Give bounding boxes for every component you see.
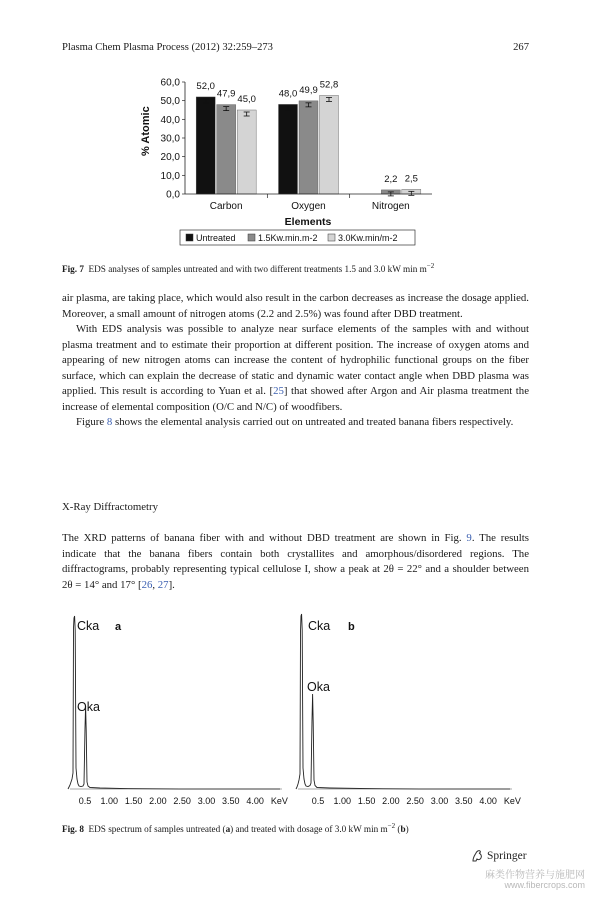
publisher-logo [470,849,527,863]
paragraph-2-text-b: ] that showed after Argon and Air plasma treatment the increase of elemental composition (O/C and N/C) of woodfibers. [62,385,529,413]
y-tick-label: 60,0 [160,77,180,89]
body-paragraphs [62,291,529,431]
data-label: 45,0 [237,94,256,105]
fig8-caption-exponent: −2 [387,822,396,830]
energy-tick-label: 0.5 [78,796,92,806]
panel-a-peak-c-label: Cka [77,619,100,633]
y-axis-title: % Atomic [140,106,152,156]
energy-tick-label: 4.00 [246,796,264,806]
fig8-caption-b: b [400,824,406,835]
y-tick-label: 40,0 [160,114,180,126]
energy-tick-label: 0.5 [311,796,325,806]
data-label: 47,9 [216,88,236,100]
legend-swatch [186,234,193,241]
data-label: 2,2 [384,173,398,185]
legend [180,230,415,245]
bar-carbon-series-1 [196,97,215,194]
energy-tick-label: 3.50 [455,796,473,806]
energy-tick-label: 2.00 [382,796,400,806]
bar-carbon-series-3 [237,110,256,194]
figure-8-link[interactable]: 8 [106,416,113,428]
fig8-caption-text-2: ) and treated with dosage of 3.0 kW min m [230,824,388,835]
watermark-chinese: 麻类作物营养与施肥网 [485,870,585,881]
energy-tick-label: KeV [503,796,521,806]
x-axis-title: Elements [284,216,332,228]
fig7-caption-exponent: −2 [426,262,435,270]
data-label: 49,9 [299,84,318,96]
paragraph-3-text-a: Figure [76,416,107,428]
spectrum-trace-b [296,614,510,789]
data-label: 52,0 [196,80,215,92]
energy-tick-label: 3.50 [222,796,240,806]
energy-tick-label: 1.00 [100,796,119,806]
watermark-url: www.fibercrops.com [504,880,585,890]
spectrum-panel-b [296,614,521,806]
energy-tick-label: 1.50 [357,796,376,806]
legend-label: Untreated [196,233,236,243]
xrd-paragraph [62,531,529,593]
paragraph-3-text-b: shows the elemental analysis carried out on untreated and treated banana fibers respectively. [112,416,514,428]
citation-link-26[interactable]: 26 [141,578,153,591]
energy-tick-label: 2.50 [406,796,424,806]
energy-tick-label: 2.50 [173,796,191,806]
paragraph-2-text-a: With EDS analysis was possible to analyze near surface elements of the samples with and without plasma treatment and to estimate their proportion at different position. The increase of oxygen atoms and appearing of new nitrogen atoms can increase the content of hydrophilic functional groups on the fiber surface, which can explain the decrease of static and dynamic water contact angle when DBD plasma was applied. This result is according to Yuan et al. [ [62,323,529,397]
paragraph-1: air plasma, are taking place, which would also result in the carbon decreases as increase the dosage applied. Moreover, a small amount of nitrogen atoms (2.2 and 2.5%) was found after DBD treatment. [62,292,529,320]
page-number: 267 [513,42,529,53]
panel-b-peak-c-label: Cka [308,619,331,633]
fig7-caption-label: Fig. 7 [62,264,84,275]
panel-a-letter: a [115,621,122,633]
energy-tick-label: 1.50 [124,796,143,806]
energy-tick-label: 2.00 [149,796,167,806]
energy-tick-label: 3.00 [197,796,216,806]
x-category-label: Carbon [209,201,243,212]
running-header [62,42,529,53]
fig8-caption [62,820,409,835]
energy-tick-label: 4.00 [479,796,497,806]
fig7-caption-text: EDS analyses of samples untreated and with two different treatments 1.5 and 3.0 kW min m [88,264,427,275]
y-tick-label: 30,0 [160,133,180,145]
energy-tick-label: KeV [270,796,288,806]
fig8-eds-spectra [60,608,530,808]
energy-tick-label: 1.00 [333,796,352,806]
xrd-citation-separator: , [152,578,158,591]
legend-label: 1.5Kw.min.m-2 [258,233,318,243]
citation-link-27[interactable]: 27 [157,578,169,591]
fig7-caption [62,260,434,275]
fig8-caption-text-1: EDS spectrum of samples untreated ( [88,824,226,835]
panel-b-letter: b [348,621,355,633]
xrd-text-c: ]. [168,578,175,591]
panel-b-peak-o-label: Oka [307,680,330,694]
fig8-caption-a: a [225,824,231,835]
fig8-caption-label: Fig. 8 [62,824,84,835]
fig8-caption-text-3: ( [395,824,401,835]
panel-a-peak-o-label: Oka [77,700,100,714]
legend-label: 3.0Kw.min/m-2 [338,233,398,243]
xrd-text-b: . The results indicate that the banana fibers contain both crystallites and amorphous/disordered regions. The diffractograms, probably representing typical cellulose I, show a peak at 2θ = 22° and a shoulder between 2θ = 14° and 17° [ [62,532,529,591]
y-tick-label: 10,0 [160,170,180,182]
paragraph-3 [62,415,529,431]
data-label: 48,0 [278,88,298,100]
springer-horse-icon [470,849,484,863]
y-tick-label: 50,0 [160,96,180,108]
legend-swatch [248,234,255,241]
section-heading: X-Ray Diffractometry [62,501,159,513]
x-category-label: Nitrogen [371,201,410,212]
x-category-label: Oxygen [291,201,326,212]
bar-oxygen-series-3 [320,95,339,194]
bar-carbon-series-2 [217,105,236,194]
paragraph-2 [62,322,529,415]
journal-reference: Plasma Chem Plasma Process (2012) 32:259–273 [62,42,273,53]
data-label: 52,8 [319,79,339,91]
bar-oxygen-series-1 [279,104,298,194]
citation-link-25[interactable]: 25 [273,385,284,397]
figure-9-link[interactable]: 9 [466,532,472,544]
fig8-caption-text-4: ) [405,824,409,835]
spectrum-panel-a [68,616,288,806]
y-tick-label: 0,0 [166,189,180,201]
publisher-name: Springer [487,850,527,862]
data-label: 2,5 [404,173,418,185]
legend-swatch [328,234,335,241]
bar-oxygen-series-2 [299,101,318,194]
xrd-text-a: The XRD patterns of banana fiber with and without DBD treatment are shown in Fig. [62,532,467,544]
y-tick-label: 20,0 [160,152,180,164]
energy-tick-label: 3.00 [430,796,449,806]
fig7-bar-chart [130,70,440,250]
